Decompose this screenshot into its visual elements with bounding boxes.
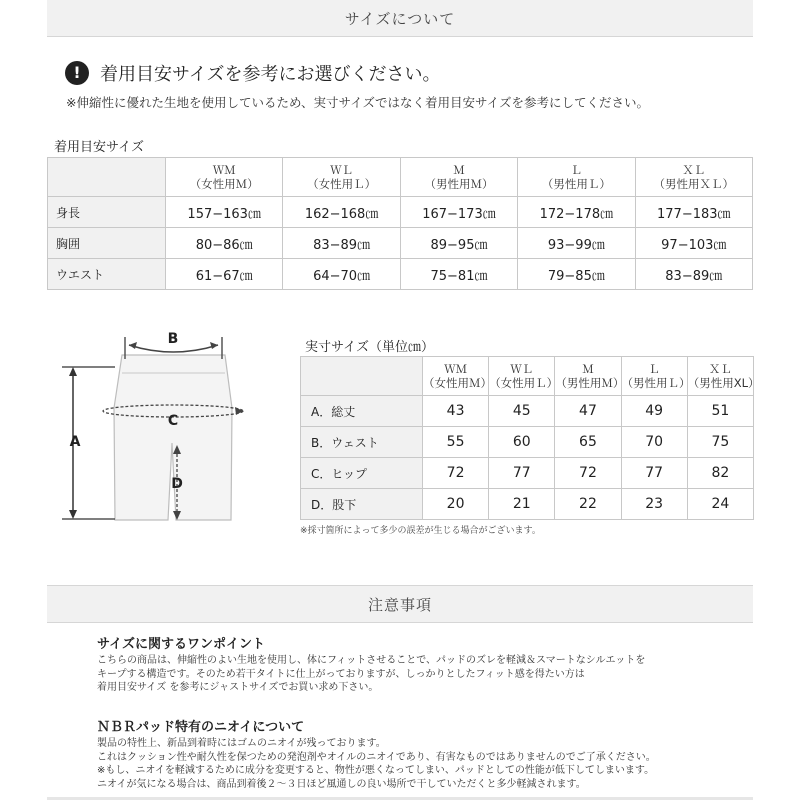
table-cell: 77 [489,458,555,489]
table-cell: 157−163㎝ [166,197,283,228]
table-cell: 72 [423,458,489,489]
table-cell: 167−173㎝ [400,197,517,228]
table-cell: 77 [621,458,687,489]
diagram-label-d: D [171,476,183,492]
table-cell: 65 [555,427,621,458]
table-header-row [48,158,753,197]
caution-text: キープする構造です。そのため若干タイトに仕上がっておりますが、しっかりとしたフィット感を得たい方は [97,668,585,680]
column-header: ＷＭ （女性用Ｍ） [166,158,283,197]
table-row [301,458,754,489]
column-header: Ｍ （男性用Ｍ） [555,357,621,396]
table-cell: 97−103㎝ [635,228,752,259]
table-row [301,396,754,427]
table-cell: 64−70㎝ [283,259,400,290]
column-header: Ｌ （男性用Ｌ） [621,357,687,396]
size-section-header [47,0,753,37]
row-label: ウエスト [48,259,166,290]
caution-block [97,716,757,791]
column-header: ＸＬ （男性用ＸＬ） [635,158,752,197]
caution-section-header [47,585,753,623]
notice-title: 着用目安サイズを参考にお選びください。 [100,64,441,85]
column-header: ＷＭ （女性用Ｍ） [423,357,489,396]
table-cell: 24 [687,489,753,520]
table-cell: 47 [555,396,621,427]
caution-text: これはクッション性や耐久性を保つための発泡剤やオイルのニオイであり、有害なものではありませんのでご了承ください。 [97,751,656,763]
table-cell: 45 [489,396,555,427]
table-cell: 61−67㎝ [166,259,283,290]
caution-text: 製品の特性上、新品到着時にはゴムのニオイが残っております。 [97,738,386,749]
table-cell: 83−89㎝ [635,259,752,290]
table-cell: 80−86㎝ [166,228,283,259]
table-corner [301,357,423,396]
column-header: ＷＬ （女性用Ｌ） [489,357,555,396]
notice-note: ※伸縮性に優れた生地を使用しているため、実寸サイズではなく着用目安サイズを参考にしてください。 [66,95,649,110]
table-cell: 55 [423,427,489,458]
size-section-title: サイズについて [344,9,456,28]
table-cell: 83−89㎝ [283,228,400,259]
table-cell: 89−95㎝ [400,228,517,259]
table-cell: 20 [423,489,489,520]
table-cell: 162−168㎝ [283,197,400,228]
column-header: ＷＬ （女性用Ｌ） [283,158,400,197]
row-label: B．ウェスト [301,427,423,458]
diagram-label-a: A [69,434,81,450]
table-cell: 60 [489,427,555,458]
table-row [301,489,754,520]
caution-section-title: 注意事項 [367,595,432,614]
table-corner [48,158,166,197]
row-label: 身長 [48,197,166,228]
caution-text: こちらの商品は、伸縮性のよい生地を使用し、体にフィットさせることで、パッドのズレを軽減＆スマートなシルエットを [97,655,646,666]
diagram-label-b: B [167,331,179,347]
actual-table-title: 実寸サイズ（単位㎝） [305,340,434,355]
table-cell: 93−99㎝ [518,228,635,259]
table-row [48,197,753,228]
table-row [48,259,753,290]
diagram-label-c: C [167,413,179,429]
table-cell: 51 [687,396,753,427]
table-cell: 75−81㎝ [400,259,517,290]
actual-size-table [300,356,760,520]
caution-text: ニオイが気になる場合は、商品到着後２〜３日ほど風通しの良い場所で干していただくと多少軽減されます。 [97,778,586,790]
caution-text: ※もし、ニオイを軽減するために成分を変更すると、物性が悪くなってしまい、パッドとしての性能が低下してしまいます。 [97,765,655,776]
table-cell: 21 [489,489,555,520]
table-cell: 75 [687,427,753,458]
table-cell: 82 [687,458,753,489]
table-cell: 70 [621,427,687,458]
table-cell: 23 [621,489,687,520]
table-cell: 172−178㎝ [518,197,635,228]
table-cell: 22 [555,489,621,520]
shorts-measurement-diagram [55,325,270,530]
shorts-outline [114,355,232,520]
row-label: 胸囲 [48,228,166,259]
caution-block [97,633,757,695]
row-label: A．総丈 [301,396,423,427]
fit-size-table [47,157,753,290]
caution-heading: ＮＢＲパッド特有のニオイについて [97,720,305,735]
caution-text: 着用目安サイズ を参考にジャストサイズでお買い求め下さい。 [97,682,379,693]
row-label: C．ヒップ [301,458,423,489]
table-cell: 79−85㎝ [518,259,635,290]
caution-heading: サイズに関するワンポイント [97,637,265,652]
column-header: ＸＬ （男性用XL） [687,357,753,396]
table-row [48,228,753,259]
exclamation-icon: ! [65,61,89,85]
row-label: D．股下 [301,489,423,520]
table-header-row [301,357,754,396]
table-row [301,427,754,458]
column-header: Ｌ （男性用Ｌ） [518,158,635,197]
table-cell: 43 [423,396,489,427]
column-header: Ｍ （男性用Ｍ） [400,158,517,197]
table-cell: 177−183㎝ [635,197,752,228]
fit-table-title: 着用目安サイズ [54,140,144,155]
measurement-footnote: ※採寸箇所によって多少の誤差が生じる場合がございます。 [300,526,541,536]
table-cell: 72 [555,458,621,489]
table-cell: 49 [621,396,687,427]
